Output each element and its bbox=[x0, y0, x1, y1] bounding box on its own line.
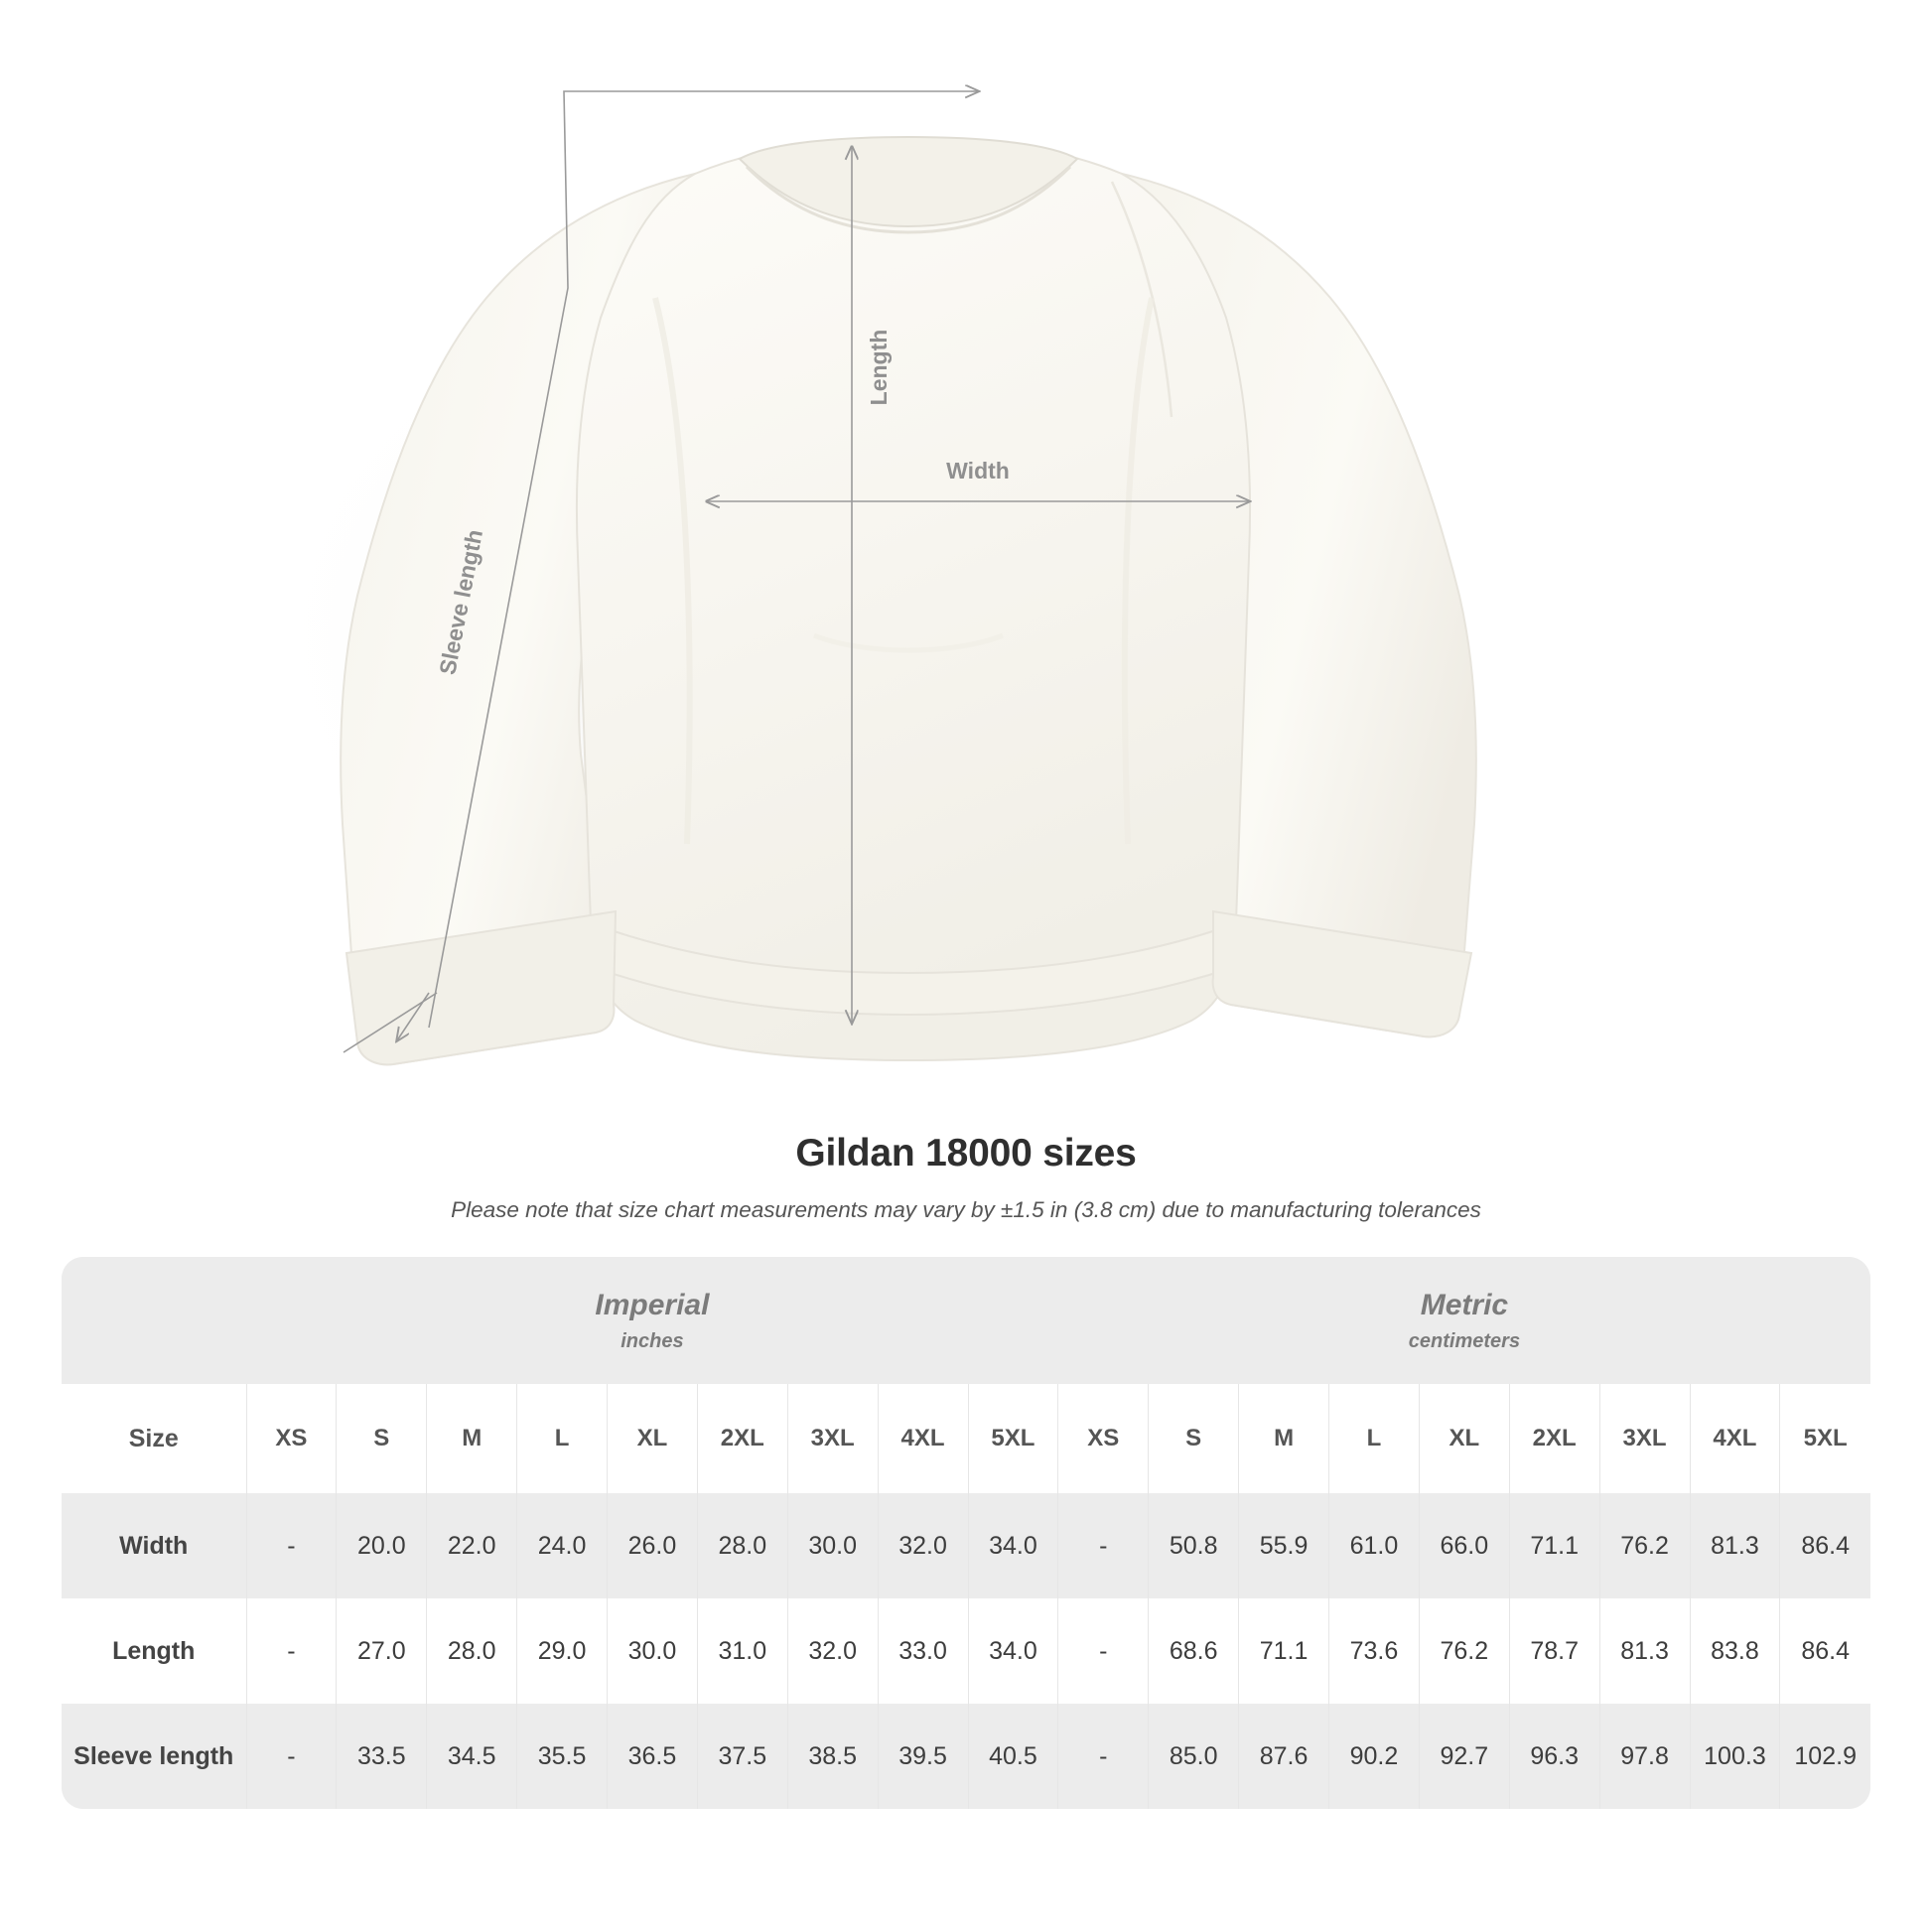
header-size-7: 4XL bbox=[878, 1384, 968, 1493]
width-label: Width bbox=[946, 458, 1010, 483]
cell-length-8: 34.0 bbox=[968, 1598, 1058, 1704]
header-size-9: XS bbox=[1058, 1384, 1149, 1493]
row-label-sleeve-length: Sleeve length bbox=[62, 1704, 246, 1809]
header-size-2: M bbox=[427, 1384, 517, 1493]
size-table-container bbox=[62, 1257, 1870, 1809]
cell-width-2: 22.0 bbox=[427, 1493, 517, 1598]
row-label-length: Length bbox=[62, 1598, 246, 1704]
size-header-row bbox=[62, 1384, 1870, 1493]
units-row bbox=[62, 1257, 1870, 1384]
tolerance-note: Please note that size chart measurements may vary by ±1.5 in (3.8 cm) due to manufacturing tolerances bbox=[451, 1197, 1481, 1222]
cell-width-6: 30.0 bbox=[787, 1493, 878, 1598]
cell-width-14: 71.1 bbox=[1509, 1493, 1599, 1598]
size-table bbox=[62, 1257, 1870, 1809]
cell-length-17: 86.4 bbox=[1780, 1598, 1870, 1704]
unit-name-imperial: Imperial bbox=[595, 1288, 710, 1321]
cell-width-13: 66.0 bbox=[1419, 1493, 1509, 1598]
cell-sleeve-12: 90.2 bbox=[1329, 1704, 1420, 1809]
cell-length-5: 31.0 bbox=[697, 1598, 787, 1704]
sleeve-length-label: Sleeve length bbox=[434, 527, 488, 677]
cell-sleeve-8: 40.5 bbox=[968, 1704, 1058, 1809]
unit-name-metric: Metric bbox=[1420, 1288, 1509, 1321]
header-size-13: XL bbox=[1419, 1384, 1509, 1493]
cell-sleeve-1: 33.5 bbox=[337, 1704, 427, 1809]
cell-sleeve-11: 87.6 bbox=[1239, 1704, 1329, 1809]
cell-sleeve-14: 96.3 bbox=[1509, 1704, 1599, 1809]
cell-width-0: - bbox=[246, 1493, 337, 1598]
cell-length-2: 28.0 bbox=[427, 1598, 517, 1704]
cell-width-8: 34.0 bbox=[968, 1493, 1058, 1598]
cell-length-14: 78.7 bbox=[1509, 1598, 1599, 1704]
cell-width-12: 61.0 bbox=[1329, 1493, 1420, 1598]
cell-length-9: - bbox=[1058, 1598, 1149, 1704]
header-size-1: S bbox=[337, 1384, 427, 1493]
cell-width-3: 24.0 bbox=[517, 1493, 608, 1598]
length-label: Length bbox=[866, 329, 892, 406]
cell-sleeve-10: 85.0 bbox=[1149, 1704, 1239, 1809]
header-size-5: 2XL bbox=[697, 1384, 787, 1493]
page-title: Gildan 18000 sizes bbox=[795, 1132, 1137, 1174]
unit-header-metric bbox=[1058, 1257, 1870, 1384]
cell-sleeve-2: 34.5 bbox=[427, 1704, 517, 1809]
unit-sub-metric: centimeters bbox=[1408, 1329, 1521, 1352]
cell-width-15: 76.2 bbox=[1599, 1493, 1690, 1598]
header-size-10: S bbox=[1149, 1384, 1239, 1493]
header-size-0: XS bbox=[246, 1384, 337, 1493]
header-size-8: 5XL bbox=[968, 1384, 1058, 1493]
cell-sleeve-5: 37.5 bbox=[697, 1704, 787, 1809]
unit-header-imperial bbox=[246, 1257, 1058, 1384]
cell-sleeve-0: - bbox=[246, 1704, 337, 1809]
table-row bbox=[62, 1493, 1870, 1598]
cell-width-9: - bbox=[1058, 1493, 1149, 1598]
cell-length-13: 76.2 bbox=[1419, 1598, 1509, 1704]
cell-length-12: 73.6 bbox=[1329, 1598, 1420, 1704]
cell-length-3: 29.0 bbox=[517, 1598, 608, 1704]
title-block bbox=[0, 1132, 1932, 1223]
header-size-16: 4XL bbox=[1690, 1384, 1780, 1493]
cell-sleeve-6: 38.5 bbox=[787, 1704, 878, 1809]
cell-length-16: 83.8 bbox=[1690, 1598, 1780, 1704]
cell-sleeve-4: 36.5 bbox=[608, 1704, 698, 1809]
cell-length-6: 32.0 bbox=[787, 1598, 878, 1704]
cell-sleeve-3: 35.5 bbox=[517, 1704, 608, 1809]
cell-length-4: 30.0 bbox=[608, 1598, 698, 1704]
cell-sleeve-16: 100.3 bbox=[1690, 1704, 1780, 1809]
table-row bbox=[62, 1598, 1870, 1704]
cell-length-7: 33.0 bbox=[878, 1598, 968, 1704]
header-size-6: 3XL bbox=[787, 1384, 878, 1493]
header-size-3: L bbox=[517, 1384, 608, 1493]
cell-length-11: 71.1 bbox=[1239, 1598, 1329, 1704]
unit-sub-imperial: inches bbox=[621, 1329, 684, 1352]
cell-width-17: 86.4 bbox=[1780, 1493, 1870, 1598]
cell-width-11: 55.9 bbox=[1239, 1493, 1329, 1598]
cell-width-4: 26.0 bbox=[608, 1493, 698, 1598]
units-spacer bbox=[62, 1257, 246, 1384]
header-size-11: M bbox=[1239, 1384, 1329, 1493]
cell-sleeve-17: 102.9 bbox=[1780, 1704, 1870, 1809]
cell-length-10: 68.6 bbox=[1149, 1598, 1239, 1704]
cell-width-5: 28.0 bbox=[697, 1493, 787, 1598]
cell-sleeve-13: 92.7 bbox=[1419, 1704, 1509, 1809]
cell-length-0: - bbox=[246, 1598, 337, 1704]
header-size-14: 2XL bbox=[1509, 1384, 1599, 1493]
cell-sleeve-7: 39.5 bbox=[878, 1704, 968, 1809]
header-size: Size bbox=[62, 1384, 246, 1493]
cell-sleeve-9: - bbox=[1058, 1704, 1149, 1809]
cell-width-16: 81.3 bbox=[1690, 1493, 1780, 1598]
cell-sleeve-15: 97.8 bbox=[1599, 1704, 1690, 1809]
cell-width-10: 50.8 bbox=[1149, 1493, 1239, 1598]
header-size-17: 5XL bbox=[1780, 1384, 1870, 1493]
cell-length-1: 27.0 bbox=[337, 1598, 427, 1704]
cell-width-1: 20.0 bbox=[337, 1493, 427, 1598]
sweatshirt-shape bbox=[341, 137, 1476, 1064]
cell-width-7: 32.0 bbox=[878, 1493, 968, 1598]
header-size-15: 3XL bbox=[1599, 1384, 1690, 1493]
cell-length-15: 81.3 bbox=[1599, 1598, 1690, 1704]
header-size-12: L bbox=[1329, 1384, 1420, 1493]
header-size-4: XL bbox=[608, 1384, 698, 1493]
table-row bbox=[62, 1704, 1870, 1809]
row-label-width: Width bbox=[62, 1493, 246, 1598]
